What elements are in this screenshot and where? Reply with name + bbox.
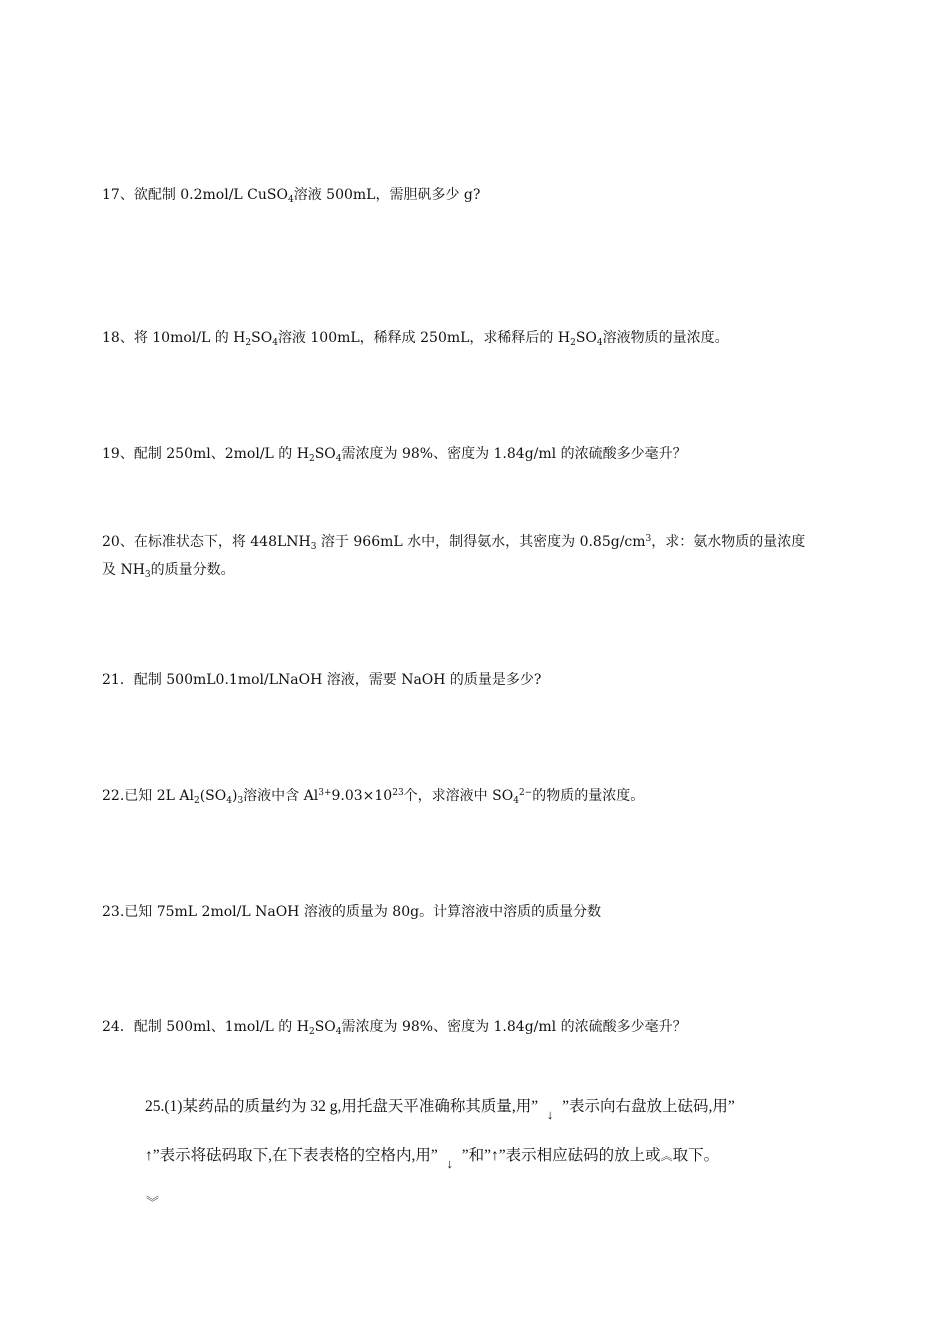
question-24: 24．配制 500ml、1mol/L 的 $H_2SO_4$需浓度为 98%、密度为 1.84g/ml 的浓硫酸多少毫升？ xyxy=(102,1019,687,1037)
question-21: 21．配制 500mL0.1mol/LNaOH 溶液，需要 NaOH 的质量是多少? xyxy=(102,672,542,688)
question-20: 20、在标准状态下，将 $448LNH_3$ 溶于 966mL 水中，制得氨水，其密度为 $0.85g/cm^3$，求：氨水物质的量浓度及 $NH_3$的质量分数。 xyxy=(102,534,806,580)
double-up-chevron-icon: ︽ xyxy=(660,1149,673,1163)
question-22: 22.已知 2L $Al_2(SO_4)_3$溶液中含 $Al^{3+}9.03\times 10^{23}$个，求溶液中 $SO_4^{2-}$的物质的量浓度。 xyxy=(102,788,645,806)
question-18: 18、将 10mol/L 的 $H_2SO_4$溶液 100mL，稀释成 250mL，求稀释后的 $H_2SO_4$溶液物质的量浓度。 xyxy=(102,330,729,348)
question-17: 17、欲配制 0.2mol/L CuSO$_4$溶液 500mL，需胆矾多少 g? xyxy=(102,187,481,205)
double-down-chevron-icon: ︾ xyxy=(146,1196,160,1211)
down-arrow-icon: ↓ xyxy=(446,1156,454,1171)
down-arrow-icon: ↓ xyxy=(546,1107,554,1122)
question-25-line-2: ↑”表示将砝码取下,在下表表格的空格内,用” ↓ ”和”↑”表示相应砝码的放上或︽取下。 xyxy=(145,1147,720,1171)
question-25-line-1: 25.(1)某药品的质量约为 32 g,用托盘天平准确称其质量,用” ↓ ”表示向右盘放上砝码,用” xyxy=(145,1098,735,1122)
question-19: 19、配制 250ml、2mol/L 的 $H_2SO_4$需浓度为 98%、密度为 1.84g/ml 的浓硫酸多少毫升？ xyxy=(102,446,687,464)
question-23: 23.已知 75mL 2mol/L NaOH 溶液的质量为 80g。计算溶液中溶质的质量分数 xyxy=(102,904,602,920)
